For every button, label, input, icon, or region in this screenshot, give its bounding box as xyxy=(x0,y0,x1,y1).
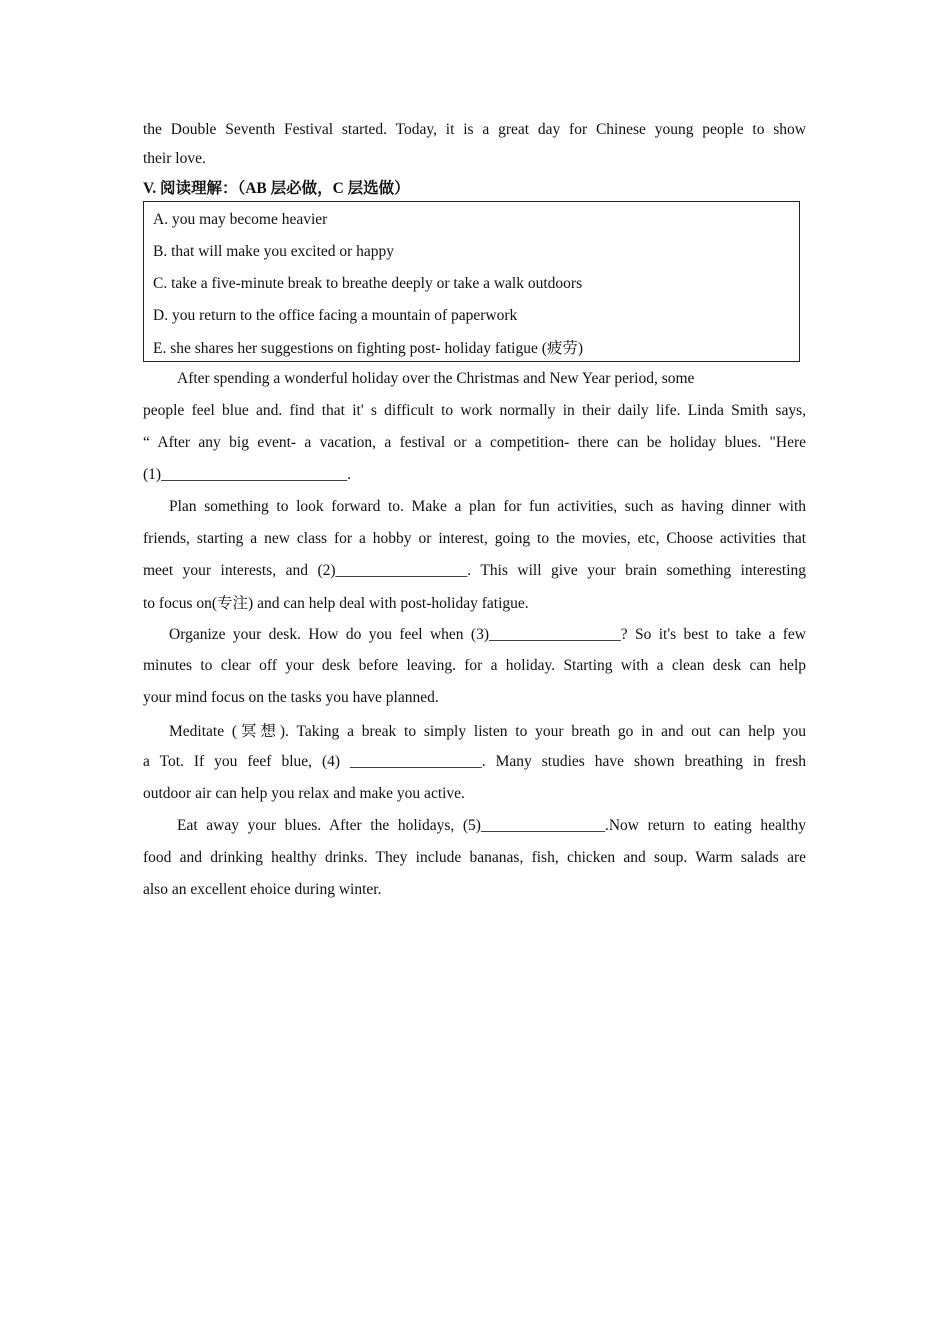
p4-line-1: Meditate (冥想). Taking a break to simply listen to your breath go in and out can help you xyxy=(169,723,806,740)
p3-line-1: Organize your desk. How do you feel when (3)_________________? So it's best to take a few xyxy=(169,626,806,643)
p5-line-1: Eat away your blues. After the holidays, (5)________________.Now return to eating healthy xyxy=(177,817,806,834)
p2-line-1: Plan something to look forward to. Make a plan for fun activities, such as having dinner with xyxy=(169,498,806,515)
option-d: D. you return to the office facing a mountain of paperwork xyxy=(153,307,518,324)
option-c: C. take a five-minute break to breathe deeply or take a walk outdoors xyxy=(153,275,583,292)
p5-line-3: also an excellent ehoice during winter. xyxy=(143,881,382,898)
option-a: A. you may become heavier xyxy=(153,211,328,228)
p3-line-3: your mind focus on the tasks you have planned. xyxy=(143,689,439,706)
p1-line-1: After spending a wonderful holiday over the Christmas and New Year period, some xyxy=(177,370,695,387)
p5-line-2: food and drinking healthy drinks. They include bananas, fish, chicken and soup. Warm salads are xyxy=(143,849,806,866)
p2-line-3: meet your interests, and (2)_________________. This will give your brain something interesting xyxy=(143,562,806,579)
p3-line-2: minutes to clear off your desk before leaving. for a holiday. Starting with a clean desk can help xyxy=(143,657,806,674)
p1-line-4: (1)________________________. xyxy=(143,466,351,483)
p2-line-2: friends, starting a new class for a hobby or interest, going to the movies, etc, Choose activities that xyxy=(143,530,806,547)
intro-line-1: the Double Seventh Festival started. Today, it is a great day for Chinese young people to show xyxy=(143,121,806,138)
p2-line-4: to focus on(专注) and can help deal with post-holiday fatigue. xyxy=(143,595,529,612)
intro-line-2: their love. xyxy=(143,150,206,167)
option-b: B. that will make you excited or happy xyxy=(153,243,395,260)
options-box xyxy=(143,201,800,362)
p4-line-2: a Tot. If you feef blue, (4) _________________. Many studies have shown breathing in fresh xyxy=(143,753,806,770)
p1-line-3: “ After any big event- a vacation, a festival or a competition- there can be holiday blues. "Here xyxy=(143,434,806,451)
p1-line-2: people feel blue and. find that it' s difficult to work normally in their daily life. Linda Smith says, xyxy=(143,402,806,419)
option-e: E. she shares her suggestions on fighting post- holiday fatigue (疲劳) xyxy=(153,340,584,357)
p4-line-3: outdoor air can help you relax and make you active. xyxy=(143,785,465,802)
section-heading: V. 阅读理解：（AB 层必做，C 层选做） xyxy=(143,180,410,197)
